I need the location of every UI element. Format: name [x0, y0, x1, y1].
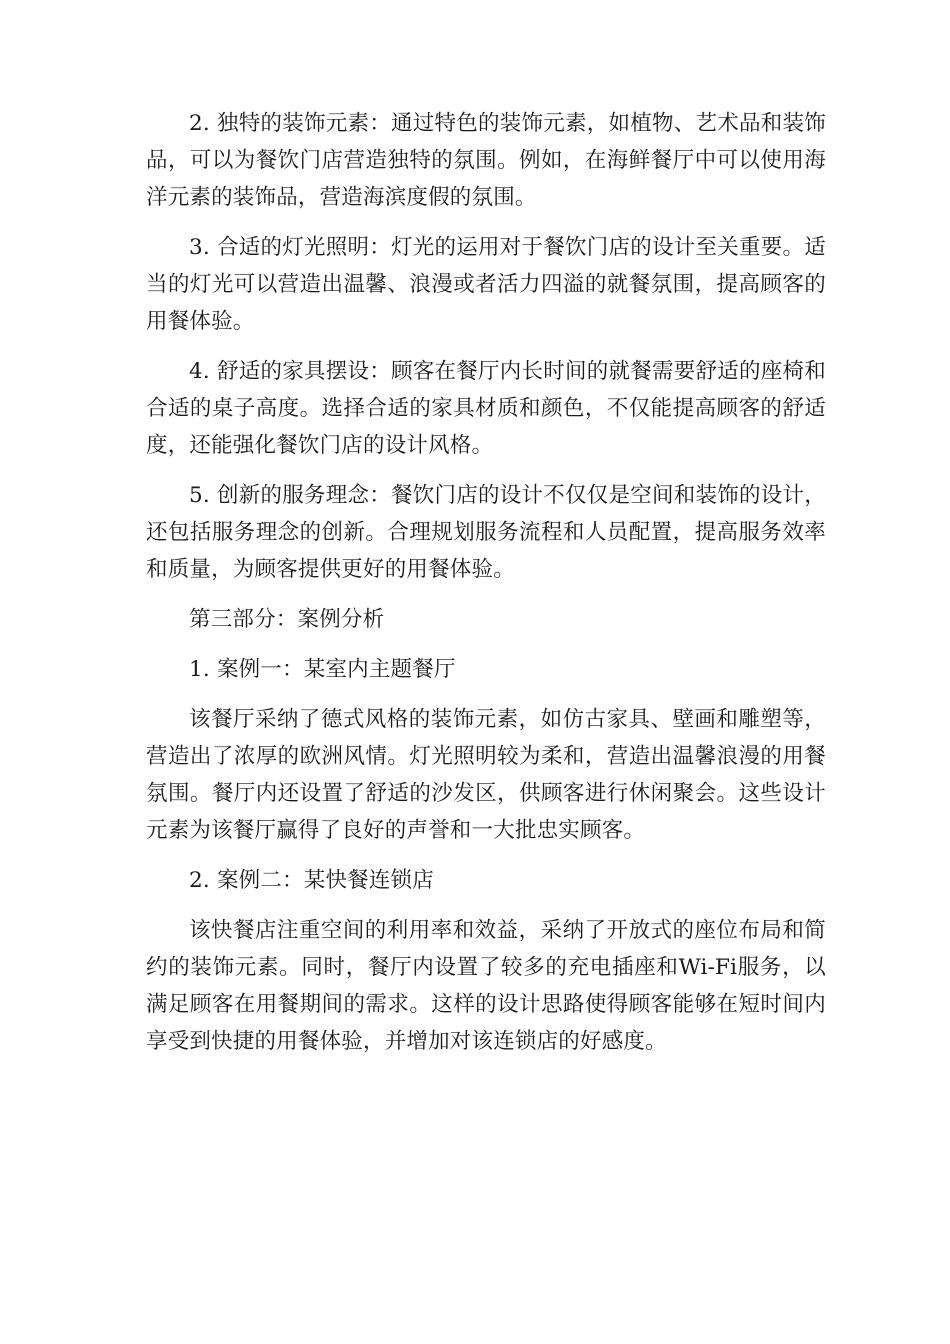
case-two-heading: 2. 案例二：某快餐连锁店	[189, 868, 434, 893]
section-heading-case-analysis: 第三部分：案例分析	[189, 607, 385, 632]
case-one-body: 该餐厅采纳了德式风格的装饰元素，如仿古家具、壁画和雕塑等，营造出了浓厚的欧洲风情。灯光照明较为柔和，营造出温馨浪漫的用餐氛围。餐厅内还设置了舒适的沙发区，供顾客进行休闲聚会。这些设计元素为该餐厅赢得了良好的声誉和一大批忠实顾客。	[146, 707, 826, 843]
paragraph-decoration-elements: 2. 独特的装饰元素：通过特色的装饰元素，如植物、艺术品和装饰品，可以为餐饮门店营造独特的氛围。例如，在海鲜餐厅中可以使用海洋元素的装饰品，营造海滨度假的氛围。	[146, 111, 826, 210]
paragraph-furniture: 4. 舒适的家具摆设：顾客在餐厅内长时间的就餐需要舒适的座椅和合适的桌子高度。选择合适的家具材质和颜色，不仅能提高顾客的舒适度，还能强化餐饮门店的设计风格。	[146, 359, 826, 458]
paragraph-lighting: 3. 合适的灯光照明：灯光的运用对于餐饮门店的设计至关重要。适当的灯光可以营造出温馨、浪漫或者活力四溢的就餐氛围，提高顾客的用餐体验。	[146, 235, 826, 334]
document-body	[146, 105, 826, 1060]
case-two-body: 该快餐店注重空间的利用率和效益，采纳了开放式的座位布局和简约的装饰元素。同时，餐厅内设置了较多的充电插座和Wi-Fi服务，以满足顾客在用餐期间的需求。这样的设计思路使得顾客能够在短时间内享受到快捷的用餐体验，并增加对该连锁店的好感度。	[146, 918, 826, 1054]
case-one-heading: 1. 案例一：某室内主题餐厅	[189, 657, 456, 682]
paragraph-service: 5. 创新的服务理念：餐饮门店的设计不仅仅是空间和装饰的设计，还包括服务理念的创新。合理规划服务流程和人员配置，提高服务效率和质量，为顾客提供更好的用餐体验。	[146, 483, 826, 582]
